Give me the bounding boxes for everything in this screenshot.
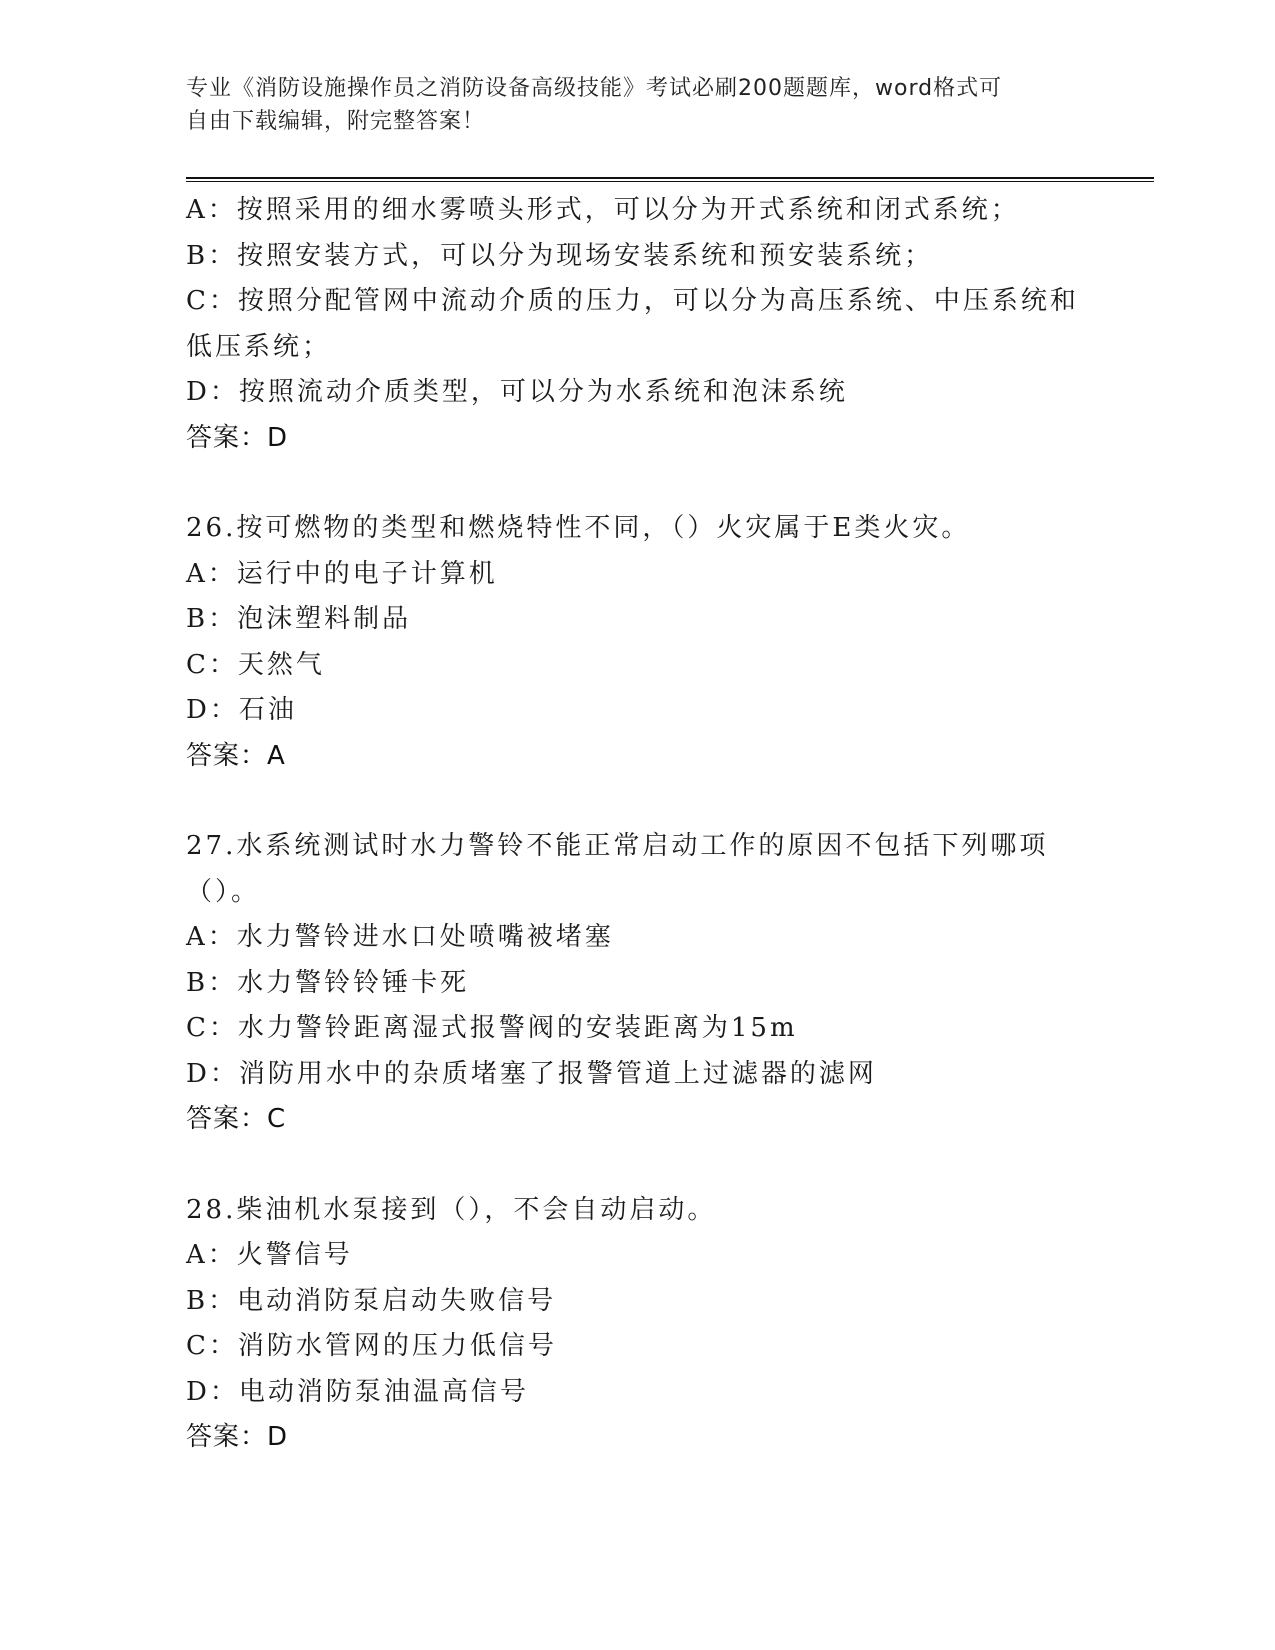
option-a: A：运行中的电子计算机 bbox=[186, 558, 498, 589]
answer: 答案：A bbox=[186, 740, 286, 771]
question-25-continued bbox=[186, 188, 1086, 461]
option-b: B：泡沫塑料制品 bbox=[186, 604, 412, 634]
answer: 答案：D bbox=[186, 1422, 289, 1452]
answer: 答案：C bbox=[186, 1104, 287, 1134]
question-content bbox=[186, 188, 1086, 1461]
header-divider bbox=[186, 177, 1154, 182]
option-a: A：火警信号 bbox=[186, 1240, 353, 1270]
option-b: B：水力警铃铃锤卡死 bbox=[186, 967, 470, 998]
option-c: C：天然气 bbox=[186, 649, 325, 680]
option-d: D：石油 bbox=[186, 695, 297, 725]
option-b: B：电动消防泵启动失败信号 bbox=[186, 1285, 557, 1316]
option-d: D：消防用水中的杂质堵塞了报警管道上过滤器的滤网 bbox=[186, 1058, 877, 1089]
spacer bbox=[186, 779, 1086, 824]
option-d: D：电动消防泵油温高信号 bbox=[186, 1376, 529, 1407]
option-a: A：按照采用的细水雾喷头形式，可以分为开式系统和闭式系统； bbox=[186, 195, 1020, 225]
option-a: A：水力警铃进水口处喷嘴被堵塞 bbox=[186, 922, 614, 952]
question-stem: 26.按可燃物的类型和燃烧特性不同，（）火灾属于E类火灾。 bbox=[186, 513, 971, 543]
option-d: D：按照流动介质类型，可以分为水系统和泡沫系统 bbox=[186, 377, 848, 407]
question-27 bbox=[186, 824, 1086, 1143]
page-header bbox=[186, 72, 1086, 138]
spacer bbox=[186, 461, 1086, 506]
question-stem: 28.柴油机水泵接到（），不会自动启动。 bbox=[186, 1194, 717, 1225]
option-c: C：消防水管网的压力低信号 bbox=[186, 1331, 557, 1361]
question-28 bbox=[186, 1188, 1086, 1461]
question-stem: 27.水系统测试时水力警铃不能正常启动工作的原因不包括下列哪项（）。 bbox=[186, 831, 1049, 907]
option-c: C：按照分配管网中流动介质的压力，可以分为高压系统、中压系统和低压系统； bbox=[186, 286, 1079, 362]
header-title-line-1: 专业《消防设施操作员之消防设备高级技能》考试必刷200题题库，word格式可 bbox=[186, 76, 1003, 101]
answer: 答案：D bbox=[186, 422, 289, 453]
spacer bbox=[186, 1143, 1086, 1188]
question-26 bbox=[186, 506, 1086, 779]
option-b: B：按照安装方式，可以分为现场安装系统和预安装系统； bbox=[186, 240, 934, 271]
header-title-line-2: 自由下载编辑，附完整答案！ bbox=[186, 109, 486, 134]
option-c: C：水力警铃距离湿式报警阀的安装距离为15m bbox=[186, 1013, 798, 1043]
